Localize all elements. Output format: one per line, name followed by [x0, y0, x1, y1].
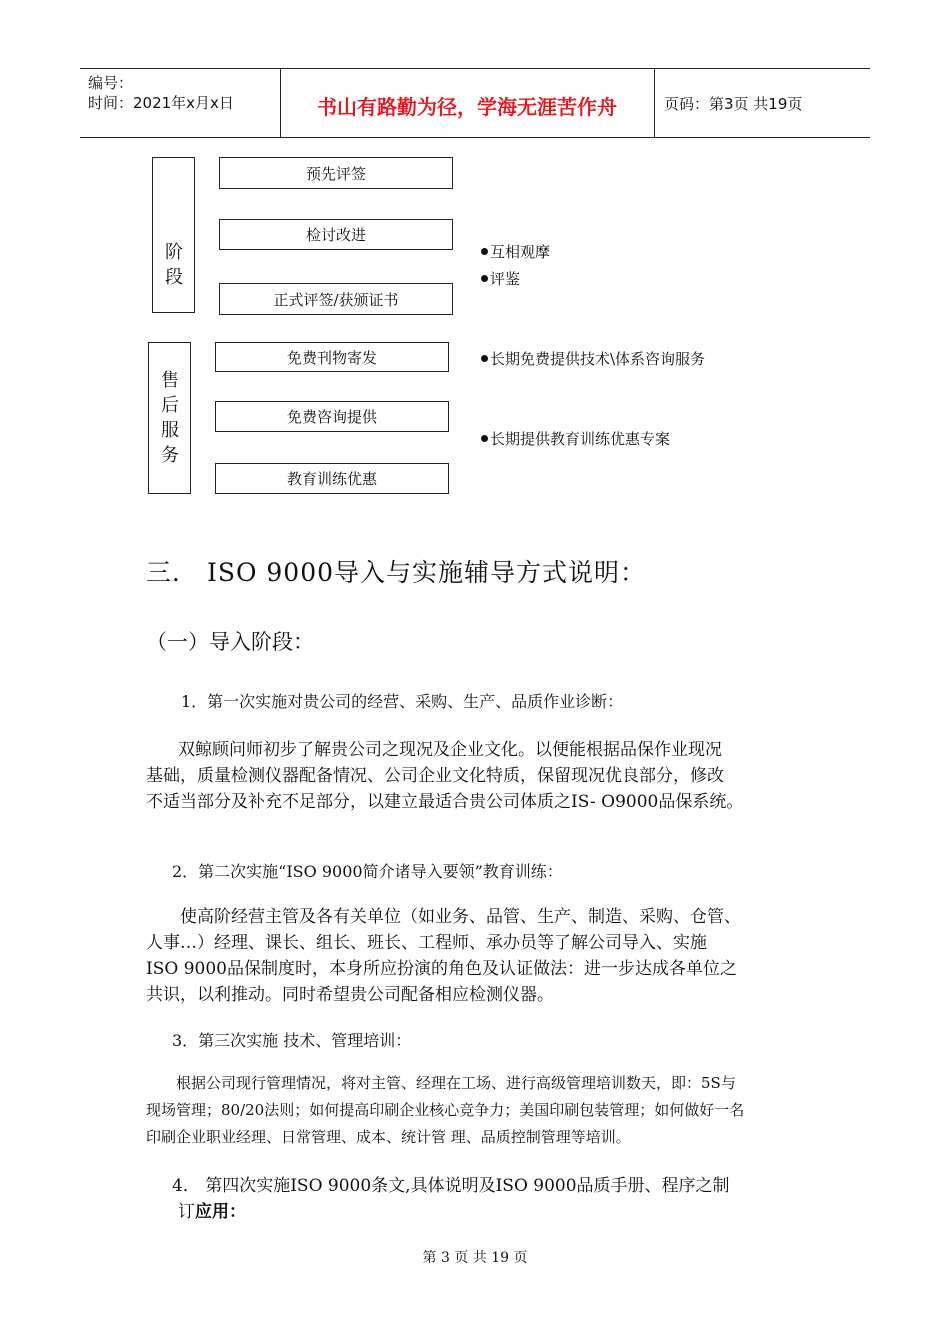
stage-step: 预先评签: [219, 157, 453, 189]
service-step: 免费咨询提供: [215, 401, 449, 432]
service-bullet: 长期免费提供技术\体系咨询服务: [481, 348, 705, 369]
bullet-icon: [481, 248, 488, 255]
service-step: 免费刊物寄发: [215, 342, 449, 372]
item-4-title-cont: 订应用：: [178, 1202, 246, 1222]
text-line: 双鲸顾问师初步了解贵公司之现况及企业文化。以便能根据品保作业现况: [178, 740, 722, 760]
text-line: 不适当部分及补充不足部分，以建立最适合贵公司体质之IS- O9000品保系统。: [146, 792, 744, 812]
stage-bullet: 互相观摩: [481, 241, 550, 262]
item-4-title: 4． 第四次实施ISO 9000条文,具体说明及ISO 9000品质手册、程序之制: [172, 1176, 730, 1196]
header-divider: [654, 69, 655, 137]
stage-label: 阶 段: [165, 242, 183, 288]
item-3-title: 3．第三次实施 技术、管理培训：: [172, 1031, 412, 1050]
item-2-title: 2．第二次实施“ISO 9000简介诸导入要领”教育训练：: [172, 862, 563, 881]
item-4-bold-text: 应用：: [195, 1202, 246, 1222]
stage-step: 检讨改进: [219, 219, 453, 250]
text-line: 根据公司现行管理情况，将对主管、经理在工场、进行高级管理培训数天，即：5S与: [176, 1074, 736, 1092]
text-line: 共识，以利推动。同时希望贵公司配备相应检测仪器。: [146, 985, 554, 1005]
page-header: [80, 68, 870, 138]
stage-bullet: 评鉴: [481, 268, 520, 289]
item-2-body: [146, 904, 816, 1008]
bullet-icon: [481, 435, 488, 442]
bullet-icon: [481, 355, 488, 362]
text-line: 印刷企业职业经理、日常管理、成本、统计管 理、品质控制管理等培训。: [146, 1128, 631, 1146]
page-footer: 第 3 页 共 19 页: [422, 1250, 528, 1266]
item-3-body: [146, 1070, 816, 1151]
service-label: 售 后 服 务: [161, 370, 179, 466]
item-1-title: 1．第一次实施对贵公司的经营、采购、生产、品质作业诊断：: [181, 692, 624, 711]
service-bullet: 长期提供教育训练优惠专案: [481, 428, 670, 449]
section-title: 三． ISO 9000导入与实施辅导方式说明：: [146, 558, 647, 587]
text-line: 现场管理；80/20法则；如何提高印刷企业核心竞争力；美国印刷包装管理；如何做好一名: [146, 1101, 745, 1119]
bullet-icon: [481, 275, 488, 282]
service-step: 教育训练优惠: [215, 463, 449, 494]
stage-step: 正式评签/获颁证书: [219, 283, 453, 315]
item-1-body: [146, 737, 816, 815]
text-line: 人事…）经理、课长、组长、班长、工程师、承办员等了解公司导入、实施: [146, 933, 707, 953]
text-line: ISO 9000品保制度时，本身所应扮演的角色及认证做法：进一步达成各单位之: [146, 959, 737, 979]
header-meta: [88, 73, 234, 113]
section-subtitle: （一）导入阶段：: [146, 630, 314, 654]
number-label: 编号：: [88, 74, 134, 92]
text-line: 使高阶经营主管及各有关单位（如业务、品管、生产、制造、采购、仓管、: [180, 907, 741, 927]
header-motto: 书山有路勤为径，学海无涯苦作舟: [317, 95, 617, 119]
header-page-number: 页码：第3页 共19页: [664, 95, 803, 113]
date-label: 时间：2021年x月x日: [88, 94, 234, 112]
text-line: 基础，质量检测仪器配备情况、公司企业文化特质，保留现况优良部分，修改: [146, 766, 724, 786]
